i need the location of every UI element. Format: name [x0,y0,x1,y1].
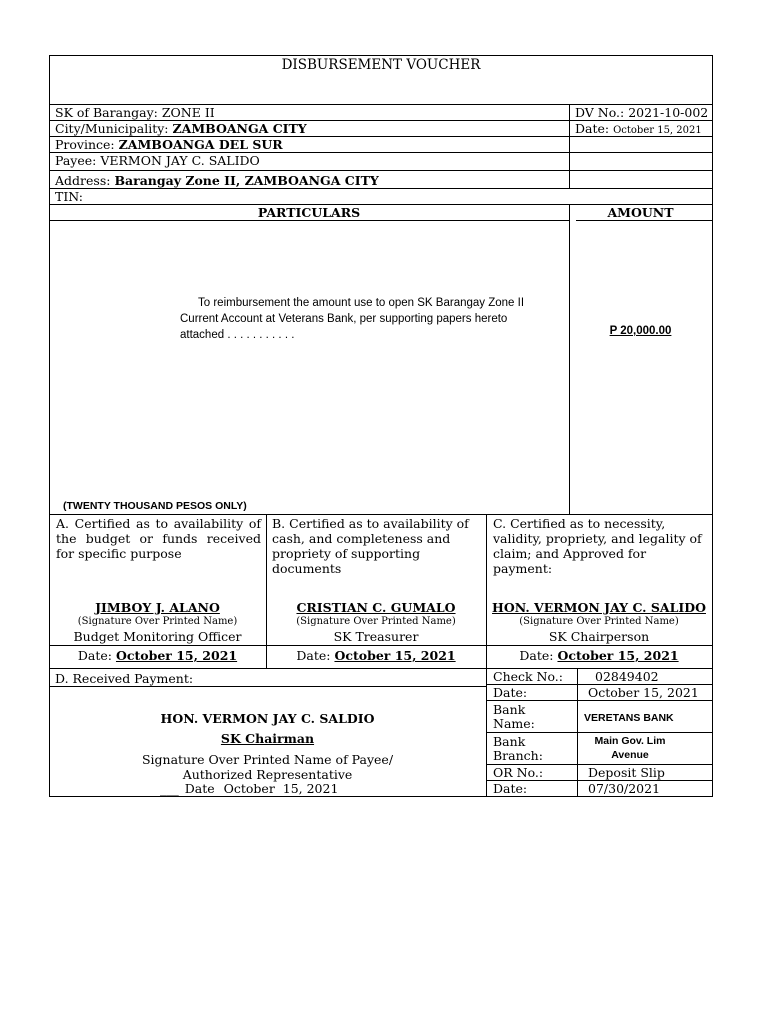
cert-b-date-label: Date: [296,648,331,663]
cert-a-date [49,648,266,663]
payee-date-blank: ___ [160,781,179,796]
check-number-value: 02849402 [595,669,659,684]
payee-date [160,781,338,796]
date-label: Date: [575,121,610,136]
address-value: Barangay Zone II, ZAMBOANGA CITY [114,173,379,188]
border-top [49,55,713,56]
or-number-value: Deposit Slip [588,765,665,780]
row-line [49,645,713,646]
border-bottom [49,796,713,797]
row-line [576,220,713,221]
row-line [49,514,713,515]
bank-name-label-line2: Name: [493,716,535,731]
payee-field [55,153,260,168]
amount-header: AMOUNT [607,205,674,220]
bank-branch-label-line2: Branch: [493,748,543,763]
address-label: Address: [55,173,111,188]
cert-c-name: HON. VERMON JAY C. SALIDO [492,600,706,615]
sk-barangay-field [55,105,215,120]
cert-c-date [486,648,712,663]
date-field [575,121,702,138]
bank-branch-value-line2: Avenue [611,749,649,761]
cert-b-date [266,648,486,663]
bank-name-label-line1: Bank [493,702,526,717]
col-line [266,514,267,668]
city-label: City/Municipality: [55,121,169,136]
cert-a-date-label: Date: [77,648,112,663]
bank-name-value: VERETANS BANK [584,712,674,724]
row-line [486,732,713,733]
payee-value: VERMON JAY C. SALIDO [100,153,260,168]
payee-signature-caption-line2: Authorized Representative [182,767,353,782]
amount-value: P 20,000.00 [609,325,672,337]
cert-b-name: CRISTIAN C. GUMALO [296,600,456,615]
payee-name: HON. VERMON JAY C. SALDIO [160,711,375,726]
province-label: Province: [55,137,115,152]
check-number-label: Check No.: [493,669,563,684]
check-date-label: Date: [493,685,528,700]
cert-b-date-value: October 15, 2021 [334,648,456,663]
cert-c-role: SK Chairperson [548,629,650,644]
row-line [49,220,569,221]
tin-label: TIN: [55,189,83,204]
check-date-value: October 15, 2021 [588,685,699,700]
payee-date-value: October 15, 2021 [223,781,339,796]
received-payment-label: D. Received Payment: [55,671,194,686]
cert-a-signature-caption: (Signature Over Printed Name) [77,616,238,627]
cert-b-role: SK Treasurer [333,629,419,644]
bank-branch-value-line1: Main Gov. Lim [594,735,666,747]
province-value: ZAMBOANGA DEL SUR [118,137,283,152]
cert-a-text: A. Certified as to availability of the budget or funds received for specific purpose [56,516,261,561]
payee-label: Payee: [55,153,97,168]
cert-a-date-value: October 15, 2021 [115,648,238,663]
col-line [569,204,570,514]
address-field [55,173,379,188]
particulars-description: To reimbursement the amount use to open SK Barangay Zone II Current Account at Veterans Bank, per supporting papers hereto attached . . . . . . . . . . . [180,297,525,341]
payee-date-label: Date [184,781,215,796]
sk-barangay-label: SK of Barangay: [55,105,158,120]
amount-in-words: (TWENTY THOUSAND PESOS ONLY) [63,500,247,512]
cert-b-signature-caption: (Signature Over Printed Name) [296,616,456,627]
payee-signature-caption-line1: Signature Over Printed Name of Payee/ [141,752,394,767]
bank-branch-label-line1: Bank [493,734,526,749]
row-line [49,188,713,189]
cert-a-name: JIMBOY J. ALANO [95,600,220,615]
row-line [486,700,713,701]
cert-a-role: Budget Monitoring Officer [73,629,242,644]
date-value: October 15, 2021 [613,125,702,136]
col-line [569,104,570,188]
cert-c-date-label: Date: [519,648,554,663]
sk-barangay-value: ZONE II [161,105,215,120]
or-date-value: 07/30/2021 [588,781,661,796]
border-right [712,55,713,797]
city-value: ZAMBOANGA CITY [172,121,307,136]
particulars-header: PARTICULARS [257,205,361,220]
city-field [55,121,307,136]
page-title: DISBURSEMENT VOUCHER [281,57,481,73]
dv-number-field [575,105,708,120]
row-line [49,686,486,687]
dv-number-label: DV No.: [575,105,625,120]
cert-b-text: B. Certified as to availability of cash, and completeness and propriety of supporting documents [272,516,469,576]
payee-title: SK Chairman [220,731,315,746]
cert-c-signature-caption: (Signature Over Printed Name) [519,616,679,627]
row-line [49,170,713,171]
or-date-label: Date: [493,781,528,796]
col-line [577,668,578,796]
province-field [55,137,283,152]
dv-number-value: 2021-10-002 [628,105,709,120]
cert-c-date-value: October 15, 2021 [557,648,679,663]
or-number-label: OR No.: [493,765,544,780]
cert-c-text: C. Certified as to necessity, validity, propriety, and legality of claim; and Approved for payment: [493,516,702,576]
